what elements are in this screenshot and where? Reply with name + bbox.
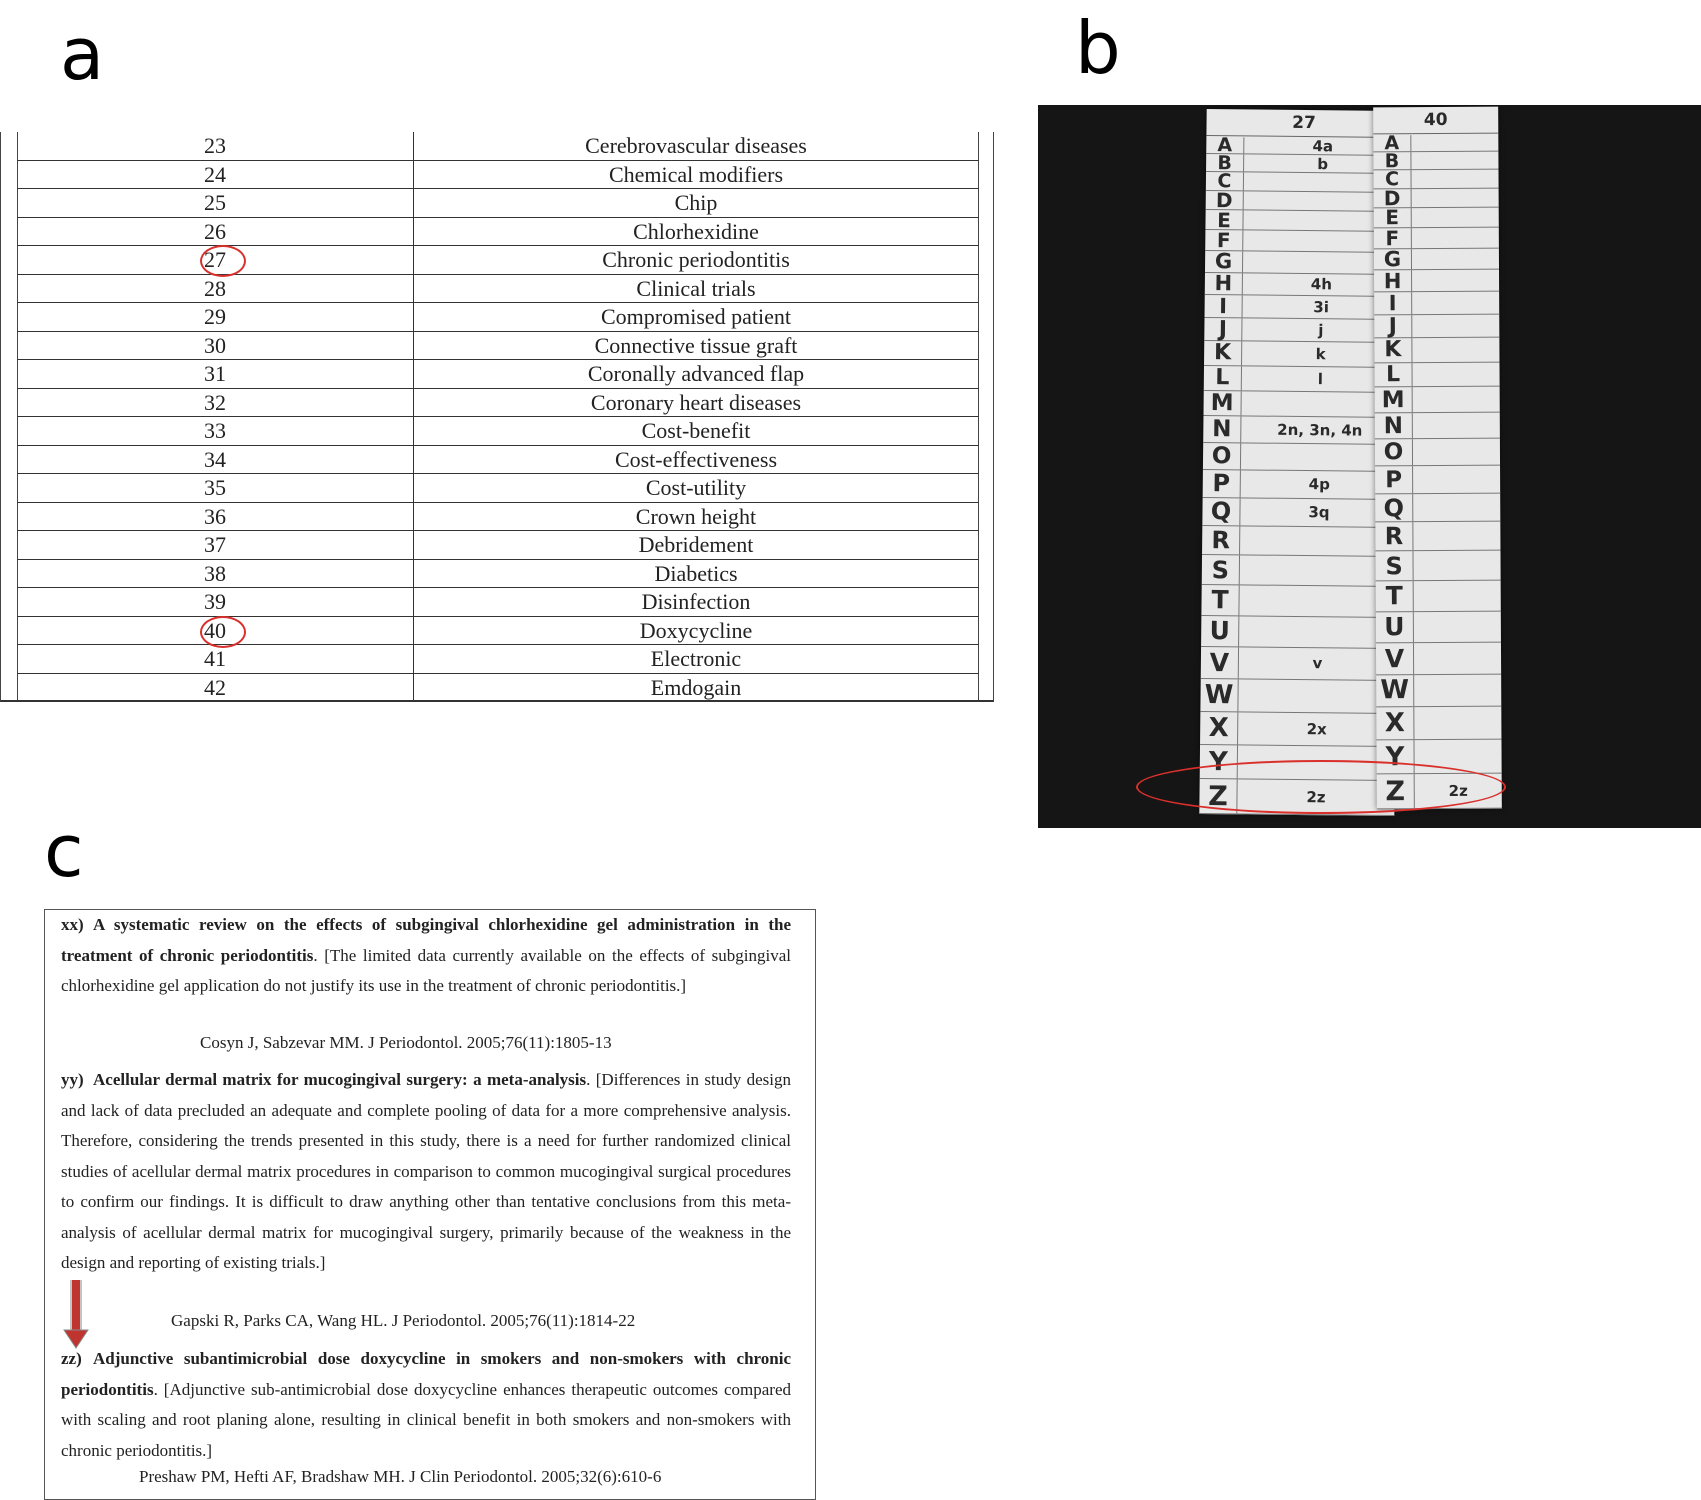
strip-row (1375, 439, 1500, 467)
strip-letter: R (1375, 522, 1413, 550)
strip-letter: Z (1199, 779, 1237, 813)
reference-xx (61, 910, 791, 1002)
strip-row (1374, 292, 1499, 315)
reference-summary: . [The limited data currently available on the effects of subgingival chlorhexidine gel application do not justify its use in the treatment of chronic periodontitis.] (61, 945, 791, 995)
keyword-number: 33 (204, 418, 226, 443)
keyword-term: Crown height (635, 503, 757, 529)
reference-citation: Cosyn J, Sabzevar MM. J Periodontol. 2005;76(11):1805-13 (200, 1033, 612, 1052)
strip-row (1375, 494, 1500, 523)
strip-row (1206, 188, 1401, 213)
strip-value (1413, 439, 1500, 465)
strip-letter: A (1206, 137, 1244, 154)
strip-letter: U (1376, 612, 1414, 642)
strip-letter: Y (1200, 745, 1238, 778)
table-row (17, 360, 979, 389)
strip-value (1414, 674, 1501, 706)
strip-letter: U (1201, 616, 1239, 647)
strip-value (1414, 611, 1501, 642)
strip-letter: Q (1202, 498, 1240, 526)
strip-value (1240, 556, 1397, 587)
strip-value (1412, 248, 1499, 269)
strip-value (1413, 522, 1500, 551)
keyword-term: Cost-benefit (641, 418, 751, 443)
strip-value: 2x (1306, 719, 1327, 739)
strip-value (1411, 170, 1498, 188)
reference-label: xx) (61, 915, 84, 934)
table-row (17, 132, 979, 161)
table-row (17, 161, 979, 190)
strip-row (1374, 228, 1499, 249)
reference-summary: . [Adjunctive sub-antimicrobial dose doxycycline enhances therapeutic outcomes compared with scaling and root planing alone, resulting in clinical benefit in both smokers and non-smokers with chronic periodontitis.] (61, 1379, 791, 1460)
strip-letter: T (1376, 581, 1414, 611)
strip-letter: D (1374, 189, 1412, 207)
strip-letter: Y (1376, 741, 1414, 774)
strip-value (1413, 362, 1500, 386)
strip-row (1375, 551, 1500, 581)
strip-value: l (1317, 369, 1324, 388)
strip-row (1204, 366, 1399, 393)
table-row (17, 674, 979, 703)
table-row (17, 446, 979, 475)
keyword-number: 23 (204, 133, 226, 158)
keyword-number: 34 (204, 446, 226, 472)
reference-label: zz) (61, 1349, 82, 1368)
strip-row (1374, 315, 1499, 339)
strip-value: b (1317, 154, 1329, 174)
strip-value: k (1315, 345, 1326, 364)
strip-letter: I (1374, 292, 1412, 314)
keyword-number: 29 (204, 304, 226, 329)
strip-letter: J (1374, 315, 1412, 338)
strip-value: 2n, 3n, 4n (1277, 420, 1363, 440)
keyword-term: Coronary heart diseases (590, 389, 802, 415)
strip-value (1413, 413, 1500, 439)
keyword-term: Disinfection (641, 589, 751, 614)
keyword-term: Cost-effectiveness (614, 446, 778, 472)
strip-letter: B (1373, 152, 1411, 169)
strip-letter: B (1206, 154, 1244, 171)
strip-row (1375, 387, 1500, 413)
keyword-number: 27 (204, 247, 226, 272)
keyword-term: Debridement (638, 532, 754, 557)
strip-letter: O (1375, 439, 1413, 465)
strip-letter: L (1204, 366, 1242, 390)
table-row (17, 246, 979, 275)
table-row (17, 560, 979, 589)
strip-row (1376, 642, 1501, 674)
strip-row (1376, 581, 1501, 612)
strip-letter: V (1201, 647, 1239, 678)
strip-letter: K (1204, 341, 1242, 365)
table-row (17, 531, 979, 560)
strip-value (1413, 466, 1500, 493)
strip-value (1412, 315, 1499, 338)
strip-header: 40 (1373, 107, 1498, 135)
reference-zz (61, 1344, 791, 1466)
strip-value: 4h (1310, 275, 1333, 294)
strip-letter: N (1203, 416, 1241, 442)
panel-label-a: a (60, 12, 105, 96)
strip-value (1412, 228, 1499, 248)
keyword-number: 35 (204, 475, 226, 500)
strip-value (1240, 526, 1397, 556)
strip-row (1376, 674, 1501, 707)
keyword-term: Diabetics (654, 560, 738, 586)
keyword-term: Chronic periodontitis (602, 247, 790, 272)
keyword-number: 31 (204, 361, 226, 386)
keyword-term: Emdogain (650, 674, 742, 700)
keyword-term: Doxycycline (639, 617, 753, 643)
strip-value: 4a (1312, 137, 1334, 156)
strips-photo (1038, 105, 1701, 828)
panel-label-c: c (44, 809, 84, 893)
strip-letter: T (1201, 585, 1239, 615)
strip-value: 3i (1313, 297, 1330, 317)
strip-value (1413, 494, 1500, 522)
keyword-number: 40 (204, 617, 226, 643)
strip-letter: W (1200, 679, 1238, 711)
keyword-number: 24 (204, 161, 226, 187)
strip-letter: L (1375, 363, 1413, 387)
keyword-number: 41 (204, 646, 226, 671)
strip-letter: O (1203, 443, 1241, 469)
strip-value (1414, 642, 1501, 673)
keyword-term: Compromised patient (600, 304, 792, 329)
table-row (17, 617, 979, 646)
strip-header: 27 (1206, 109, 1401, 138)
strip-row (1200, 679, 1395, 714)
strip-row (1375, 362, 1500, 388)
keyword-term: Coronally advanced flap (587, 361, 805, 386)
table-row (17, 474, 979, 503)
paper-strip-40 (1373, 107, 1502, 810)
strip-row (1374, 248, 1499, 270)
strip-row (1374, 338, 1499, 363)
strip-row (1376, 707, 1501, 741)
keyword-number: 36 (204, 503, 226, 529)
keyword-term: Chip (674, 190, 718, 215)
table-row (17, 218, 979, 247)
strip-row (1201, 647, 1396, 681)
keyword-term: Chemical modifiers (608, 161, 784, 187)
strip-letter: S (1375, 551, 1413, 580)
strip-letter: F (1205, 230, 1243, 250)
highlight-circle (200, 245, 246, 277)
reference-yy (61, 1065, 791, 1279)
strip-letter: C (1373, 170, 1411, 188)
strip-letter: K (1374, 339, 1412, 362)
strip-value (1411, 152, 1498, 169)
strip-row (1203, 416, 1398, 444)
strip-letter: A (1373, 135, 1411, 151)
strip-letter: H (1374, 270, 1412, 291)
keyword-term: Chlorhexidine (633, 218, 759, 244)
strip-letter: J (1204, 318, 1242, 341)
keyword-number: 26 (204, 218, 226, 244)
strip-letter: Z (1377, 774, 1415, 808)
reference-label: yy) (61, 1070, 84, 1089)
strip-letter: I (1205, 295, 1243, 317)
strip-row (1205, 251, 1400, 275)
strip-letter: E (1205, 210, 1243, 229)
strip-row (1203, 470, 1398, 500)
strip-letter: P (1375, 466, 1413, 493)
keyword-term: Connective tissue graft (594, 332, 798, 358)
keyword-term: Cost-utility (645, 475, 747, 500)
keyword-term: Electronic (650, 646, 742, 671)
strip-row (1376, 611, 1501, 643)
keyword-number: 25 (204, 190, 226, 215)
strip-row (1374, 270, 1499, 293)
table-row (17, 389, 979, 418)
reference-citation: Gapski R, Parks CA, Wang HL. J Periodontol. 2005;76(11):1814-22 (171, 1311, 636, 1330)
keyword-number: 28 (204, 275, 226, 301)
strip-row (1206, 172, 1401, 193)
strip-letter: E (1374, 208, 1412, 227)
strip-letter: R (1202, 526, 1240, 555)
strip-value (1411, 135, 1498, 152)
strip-row (1204, 341, 1399, 367)
highlight-circle (200, 616, 246, 648)
strip-row (1205, 230, 1400, 253)
paper-strip-27 (1199, 109, 1401, 816)
strip-row (1205, 207, 1400, 233)
panel-label-b: b (1075, 6, 1121, 90)
strip-value: 3q (1308, 503, 1330, 522)
keyword-table (0, 132, 994, 702)
strip-value (1238, 679, 1395, 712)
keyword-number: 42 (204, 674, 226, 700)
strip-row (1375, 522, 1500, 552)
references-box (44, 909, 816, 1500)
strip-letter: N (1375, 413, 1413, 438)
keyword-number: 37 (204, 532, 226, 557)
strip-letter: P (1203, 470, 1241, 497)
table-row (17, 588, 979, 617)
strip-row (1375, 466, 1500, 494)
strip-row (1203, 443, 1398, 472)
keyword-term: Cerebrovascular diseases (585, 133, 807, 158)
strip-letter: G (1205, 251, 1243, 272)
table-row (17, 189, 979, 218)
strip-row (1206, 134, 1401, 157)
reference-title: Adjunctive subantimicrobial dose doxycycline in smokers and non-smokers with chronic periodontitis (61, 1349, 791, 1399)
strip-value (1412, 338, 1499, 362)
reference-title: A systematic review on the effects of subgingival chlorhexidine gel administration in the treatment of chronic periodontitis (61, 915, 791, 965)
strip-row (1375, 413, 1500, 440)
strip-letter: D (1206, 191, 1244, 210)
table-row (17, 332, 979, 361)
strip-value: 2z (1306, 788, 1326, 807)
strip-letter: X (1376, 707, 1414, 739)
table-row (17, 303, 979, 332)
strip-value (1412, 270, 1499, 292)
keyword-number: 39 (204, 589, 226, 614)
strip-row (1203, 391, 1398, 419)
keyword-number: 38 (204, 560, 226, 586)
table-row (17, 275, 979, 304)
strip-value (1413, 387, 1500, 412)
strip-row (1205, 295, 1400, 320)
strip-letter: Q (1375, 494, 1413, 522)
strip-value (1239, 616, 1396, 648)
strip-row (1201, 585, 1396, 618)
strip-letter: H (1205, 273, 1243, 295)
table-frame (0, 132, 994, 702)
strip-letter: G (1374, 249, 1412, 270)
strip-value: 4p (1308, 475, 1330, 494)
strip-letter: C (1206, 172, 1244, 190)
reference-citation: Preshaw PM, Hefti AF, Bradshaw MH. J Clin Periodontol. 2005;32(6):610-6 (139, 1467, 662, 1486)
strip-row (1202, 526, 1397, 557)
strip-letter: M (1375, 388, 1413, 413)
strip-letter: M (1203, 391, 1241, 416)
strip-value (1413, 551, 1500, 580)
strip-value (1414, 581, 1501, 611)
strip-row (1204, 318, 1399, 344)
keyword-number: 32 (204, 389, 226, 415)
strip-value (1412, 208, 1499, 227)
strip-value: v (1312, 654, 1323, 673)
down-arrow-icon (63, 1280, 89, 1350)
strip-letter: V (1376, 643, 1414, 674)
strip-row (1202, 555, 1397, 587)
strip-row (1201, 616, 1396, 649)
keyword-number: 30 (204, 332, 226, 358)
strip-letter: X (1200, 712, 1238, 745)
strip-row (1200, 712, 1395, 747)
strip-value (1414, 707, 1501, 740)
strip-value (1412, 188, 1499, 207)
strip-letter: W (1376, 675, 1414, 707)
strip-value: j (1318, 321, 1324, 340)
reference-title: Acellular dermal matrix for mucogingival surgery: a meta-analysis (93, 1070, 587, 1089)
table-row (17, 503, 979, 532)
keyword-term: Clinical trials (636, 275, 756, 301)
strip-row (1205, 273, 1400, 297)
strip-letter: F (1374, 228, 1412, 248)
reference-summary: . [Differences in study design and lack of data precluded an adequate and complete pooling of data for a more comprehensive analysis. Therefore, considering the trends presented in this study, there is a need for further randomized clinical studies of acellular dermal matrix procedures in comparison to common mucogingival surgical procedures to confirm our findings. It is difficult to draw anything other than tentative conclusions from this meta-analysis of acellular dermal matrix for mucogingival surgery, primarily because of the weakness in the design and reporting of existing trials.] (61, 1070, 791, 1272)
strip-row (1206, 151, 1401, 175)
strip-value (1239, 585, 1396, 616)
strip-value (1412, 292, 1499, 314)
highlight-ellipse (1136, 760, 1506, 814)
table-row (17, 645, 979, 674)
strip-value: 2z (1448, 782, 1468, 801)
strip-letter: S (1202, 555, 1240, 584)
strip-row (1202, 498, 1397, 529)
table-row (17, 417, 979, 446)
